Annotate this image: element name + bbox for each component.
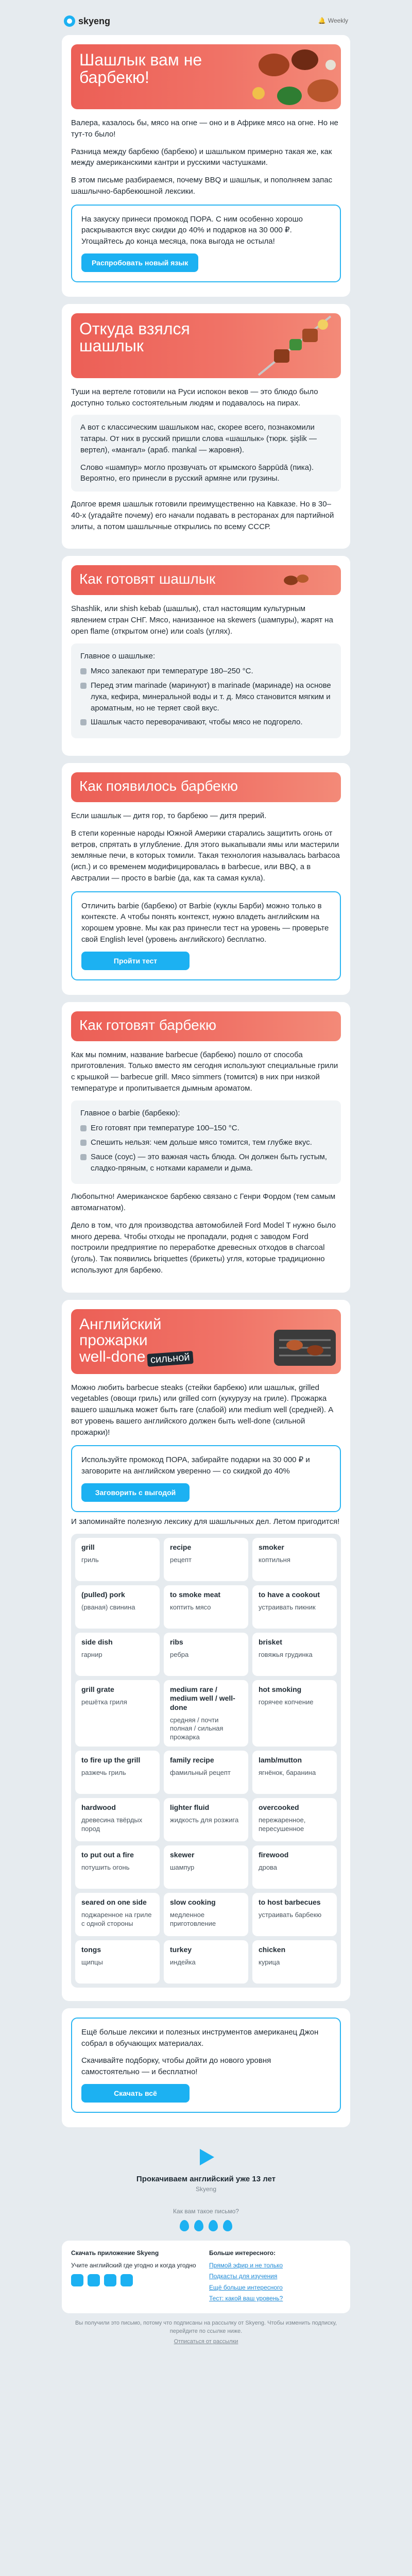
test-box [71,891,341,980]
rating-drops [62,2220,350,2231]
footer-app-desc: Учите английский где угодно и когда угодно [71,2261,196,2269]
footer-link[interactable]: Подкасты для изучения [209,2273,278,2280]
footer-more-title: Больше интересного: [209,2249,276,2257]
section-cook-bbq [62,1002,350,1293]
vocab-card [164,1940,248,1984]
rating-question: Как вам такое письмо? [173,2207,239,2215]
vocab-card [164,1751,248,1794]
vocab-card [75,1680,160,1747]
test-box-text: Отличить barbie (барбекю) от Barbie (куклы Барби) можно только в контексте. А чтобы понять контекст, нужно владеть английским на хорошем уровне. Мы как раз принесли тест на уровень — проверьте свой English level (уровень английского) бесплатно. [81,901,329,944]
vocab-term: hot smoking [259,1685,302,1693]
vocab-term: ribs [170,1637,183,1646]
vocab-translation: ягнёнок, баранина [259,1769,316,1777]
vocab-translation: пережаренное, пересушенное [259,1816,306,1833]
section-cook-shashlik [62,556,350,756]
rating-drop-icon[interactable] [194,2220,203,2231]
title-chip: сильной [147,1351,194,1367]
vocab-term: firewood [259,1850,289,1859]
vocab-term: seared on one side [81,1897,147,1906]
bell-icon: 🔔 [318,17,326,25]
vocab-term: to put out a fire [81,1850,134,1859]
vocab-translation: разжечь гриль [81,1769,126,1777]
download-p2: Скачивайте подборку, чтобы дойти до нового уровня самостоятельно — и бесплатно! [81,2056,271,2077]
vocab-term: family recipe [170,1755,214,1764]
banner-intro [71,44,341,109]
origin-p4: Долгое время шашлык готовили преимущественно на Кавказе. Но в 30–40-х (угадайте почему) его начали подавать в ресторанах для партийной элиты, а потом шашлычные открылись по всему СССР. [71,500,334,531]
rating-drop-icon[interactable] [209,2220,218,2231]
vocab-card [252,1798,337,1841]
vocab-card [252,1751,337,1794]
vocab-card [75,1585,160,1629]
banner-title: Как появилось барбекю [79,778,238,794]
meat-icon [259,565,341,595]
weekly-label [318,16,348,25]
shashlik-fact: Перед этим marinade (маринуют) в marinade (маринаде) на основе лука, кефира, минеральной воды и т. д. Мясо становится мягким и ароматным, но не теряет свой вкус. [80,680,332,714]
cook-bbq-p2: Любопытно! Американское барбекю связано с Генри Фордом (тем самым автомагнатом). [71,1192,336,1213]
logo-text: skyeng [78,16,111,26]
bbq-fact: Его готовят при температуре 100–150 °C. [80,1123,332,1134]
cook-bbq-p3: Дело в том, что для производства автомобилей Ford Model T нужно было много дерева. Чтобы отходы не пропадали, родня с заводом Ford построили предприятие по переработке древесных отходов в charcoal (уголь). Так появились briquettes (брикеты) угля, которые традиционно используют для барбекю. [71,1221,336,1275]
vocab-card [164,1680,248,1747]
vocab-translation: потушить огонь [81,1863,130,1872]
section-origin-shashlik [62,304,350,549]
vocab-card [75,1940,160,1984]
vocab-card [164,1633,248,1676]
banner-well-done [71,1309,341,1374]
take-test-button[interactable]: Пройти тест [81,952,190,970]
promo-sub: Skyeng [195,2185,217,2193]
download-p1: Ещё больше лексики и полезных инструментов американец Джон собрал в обучающих материалах. [81,2027,319,2048]
banner-title-line: прожарки [79,1332,148,1349]
logo[interactable] [64,14,110,28]
banner-origin [71,313,341,378]
vocab-translation: (рваная) свинина [81,1603,135,1612]
vocab-term: to fire up the grill [81,1755,141,1764]
vocab-card [252,1940,337,1984]
promo-box-2 [71,1445,341,1512]
bbq-fact: Спешить нельзя: чем дольше мясо томится, тем глубже вкус. [80,1137,332,1148]
vocab-translation: индейка [170,1958,196,1967]
vocab-term: lamb/mutton [259,1755,302,1764]
footer-app [71,2249,203,2305]
vocab-card [164,1585,248,1629]
footer-link[interactable]: Прямой эфир и не только [209,2261,283,2269]
vocab-translation: устраивать барбекю [259,1911,322,1919]
play-icon [196,2147,216,2167]
telegram-icon[interactable] [104,2274,116,2286]
promo-line: Прокачиваем английский уже 13 лет [136,2174,276,2183]
promo-box-2-text: Используйте промокод ПОРА, забирайте подарки на 30 000 ₽ и заговорите на английском уверенно — со скидкой до 40% [81,1455,310,1476]
vocab-term: grill grate [81,1685,114,1693]
vocab-translation: древесина твёрдых пород [81,1816,143,1833]
shashlik-facts [71,643,341,739]
vocab-card [75,1798,160,1841]
banner-title: Как готовят шашлык [79,571,216,587]
skewer-icon [197,313,341,378]
store-links [71,2274,203,2286]
origin-bbq-p1: Если шашлык — дитя гор, то барбекю — дитя прерий. [71,811,267,821]
vocab-card [75,1538,160,1581]
vocab-term: to smoke meat [170,1590,221,1599]
rating [62,2198,350,2241]
vocab-card [164,1798,248,1841]
origin-p1: Туши на вертеле готовили на Руси испокон веков — это блюдо было доступно только состоятельным людям и подавалось на пирах. [71,387,318,408]
vocab-grid [71,1534,341,1988]
vocab-card [75,1633,160,1676]
vocab-term: to have a cookout [259,1590,320,1599]
intro-p3: В этом письме разбираемся, почему BBQ и шашлык, и пополняем запас шашлычно-барбекюшной лексики. [71,176,333,196]
vocab-translation: устраивать пикник [259,1603,316,1612]
origin-bbq-p2: В степи коренные народы Южной Америки старались защитить огонь от ветров, спрятать в углубление. Для этого выкапывали ямы или мастерили земляные печи, в которых томили. Такая технология называлась barbacoa (исп.) и со временем модифицировалась в barbecue, или BBQ, а в Австралии — просто в barbie (да, как та самая кукла). [71,828,340,883]
bbq-fact: Sauce (соус) — это важная часть блюда. Он должен быть густым, сладко-пряным, с нотками карамели и дыма. [80,1151,332,1174]
vocab-translation: курица [259,1958,280,1967]
section-intro [62,35,350,297]
shashlik-fact: Шашлык часто переворачивают, чтобы мясо не подгорело. [80,717,332,728]
download-all-button[interactable]: Скачать всё [81,2084,190,2103]
vocab-term: lighter fluid [170,1803,210,1811]
banner-title-line: Английский [79,1315,162,1333]
banner-title-line: well-done [79,1348,146,1365]
footer-link[interactable]: Тест: какой ваш уровень? [209,2294,283,2302]
vocab-card [75,1751,160,1794]
vocab-card [75,1893,160,1936]
footer [62,2241,350,2313]
try-language-button[interactable]: Распробовать новый язык [81,253,198,272]
vocab-translation: фамильный рецепт [170,1769,231,1777]
speak-discount-button[interactable]: Заговорить с выгодой [81,1483,190,1502]
vocab-translation: горячее копчение [259,1698,314,1706]
header [62,10,350,35]
vocab-card [252,1538,337,1581]
skyeng-logo-icon [64,15,75,27]
legal [62,2313,350,2346]
grilled-meat-icon [197,44,341,109]
vocab-translation: коптить мясо [170,1603,211,1612]
weekly-text: Weekly [328,17,348,25]
vocab-translation: медленное приготовление [170,1911,216,1927]
origin-p2: А вот с классическим шашлыком нас, скорее всего, познакомили татары. От них в русский пришли слова «шашлык» (тюрк. şişlik — вертел), «мангал» (араб. mankal — жаровня). [80,423,317,454]
rating-drop-icon[interactable] [223,2220,232,2231]
vocab-translation: поджаренное на гриле с одной стороны [81,1911,152,1927]
vocab-translation: ребра [170,1651,189,1659]
vocab-term: turkey [170,1945,192,1954]
well-done-p1: Можно любить barbecue steaks (стейки барбекю) или шашлык, grilled vegetables (овощи гриль) или grilled corn (кукурузу на гриле). Прожарка вашего шашлыка может быть rare (слабой) или medium well (средней). А вот уровень вашего английского должен быть well-done (сильной прожарки)! [71,1383,334,1437]
vocab-term: (pulled) pork [81,1590,125,1599]
vocab-term: brisket [259,1637,282,1646]
email [62,0,350,2359]
cook-bbq-p1: Как мы помним, название barbecue (барбекю) пошло от способа приготовления. Только вместо ям сегодня используют специальные грили с крышкой — barbecue grill. Мясо simmers (томится) в них при низкой температуре и пропитывается дымным ароматом. [71,1050,338,1093]
promo-box-1 [71,205,341,282]
vocab-translation: щипцы [81,1958,103,1967]
shashlik-facts-title: Главное о шашлыке: [80,651,156,660]
vocab-card [164,1538,248,1581]
vocab-term: chicken [259,1945,286,1954]
vocab-translation: коптильня [259,1556,290,1564]
vocab-intro: И запоминайте полезную лексику для шашлычных дел. Летом пригодится! [71,1517,340,1526]
vocab-translation: говяжья грудинка [259,1651,313,1659]
cook-shashlik-p1: Shashlik, или shish kebab (шашлык), стал настоящим культурным явлением стран СНГ. Мясо, нанизанное на skewers (шампуры), жарят на open flame (открытом огне) или coals (углях). [71,604,333,636]
vocab-translation: шампур [170,1863,195,1872]
section-well-done [62,1300,350,2001]
legal-text: Вы получили это письмо, потому что подписаны на рассылку от Skyeng. Чтобы изменить подписку, перейдите по ссылке ниже. [75,2320,337,2335]
vocab-translation: рецепт [170,1556,192,1564]
vocab-translation: средняя / почти полная / сильная прожарка [170,1716,224,1741]
section-download [62,2008,350,2127]
promo-box-1-text: На закуску принеси промокод ПОРА. С ним особенно хорошо раскрываются вкус скидки до 40% и подарков на 30 000 ₽. Угощайтесь до конца месяца, пока выгода не остыла! [81,214,303,246]
banner-cook-bbq [71,1011,341,1041]
vocab-translation: жидкость для розжига [170,1816,239,1824]
banner-title: Как готовят барбекю [79,1016,216,1033]
rating-drop-icon[interactable] [180,2220,189,2231]
intro-p2: Разница между барбекю (барбекю) и шашлыком примерно такая же, как между американскими кантри и русскими частушками. [71,147,332,167]
bbq-facts-title: Главное о barbie (барбекю): [80,1108,180,1117]
origin-p3: Слово «шампур» могло прозвучать от крымского šappūdā (пика). Вероятно, его принесли в русский армяне или грузины. [80,463,314,483]
vocab-term: tongs [81,1945,101,1954]
vocab-term: grill [81,1543,95,1551]
vocab-card [252,1680,337,1747]
vocab-translation: решётка гриля [81,1698,127,1706]
bbq-facts [71,1100,341,1184]
vocab-term: to host barbecues [259,1897,321,1906]
vocab-translation: гриль [81,1556,99,1564]
section-origin-bbq [62,763,350,995]
banner-title: Шашлык вам не барбекю! [79,50,202,87]
origin-note [71,415,341,492]
vocab-card [75,1845,160,1889]
vocab-translation: гарнир [81,1651,102,1659]
banner-title: Откуда взялся шашлык [79,319,190,355]
vocab-card [252,1633,337,1676]
footer-app-title[interactable]: Скачать приложение Skyeng [71,2249,159,2257]
vocab-card [252,1893,337,1936]
banner-cook-shashlik [71,565,341,595]
promo-footer [62,2134,350,2198]
footer-links [209,2249,341,2305]
vocab-card [164,1845,248,1889]
vk-icon[interactable] [121,2274,133,2286]
vocab-card [252,1845,337,1889]
unsubscribe-link[interactable]: Отписаться от рассылки [174,2338,238,2345]
banner-origin-bbq [71,772,341,802]
vocab-term: skewer [170,1850,195,1859]
vocab-card [164,1893,248,1936]
footer-link[interactable]: Ещё больше интересного [209,2283,283,2291]
google-play-icon[interactable] [88,2274,100,2286]
intro-p1: Валера, казалось бы, мясо на огне — оно и в Африке мясо на огне. Но не тут-то было! [71,118,338,139]
vocab-term: side dish [81,1637,113,1646]
shashlik-fact: Мясо запекают при температуре 180–250 °C. [80,666,332,677]
app-store-icon[interactable] [71,2274,83,2286]
vocab-term: medium rare / medium well / well-done [170,1685,235,1711]
grill-icon [197,1309,341,1374]
vocab-term: recipe [170,1543,192,1551]
vocab-card [252,1585,337,1629]
vocab-term: overcooked [259,1803,299,1811]
vocab-term: slow cooking [170,1897,216,1906]
vocab-term: smoker [259,1543,284,1551]
download-box [71,2018,341,2113]
vocab-term: hardwood [81,1803,116,1811]
vocab-translation: дрова [259,1863,278,1872]
